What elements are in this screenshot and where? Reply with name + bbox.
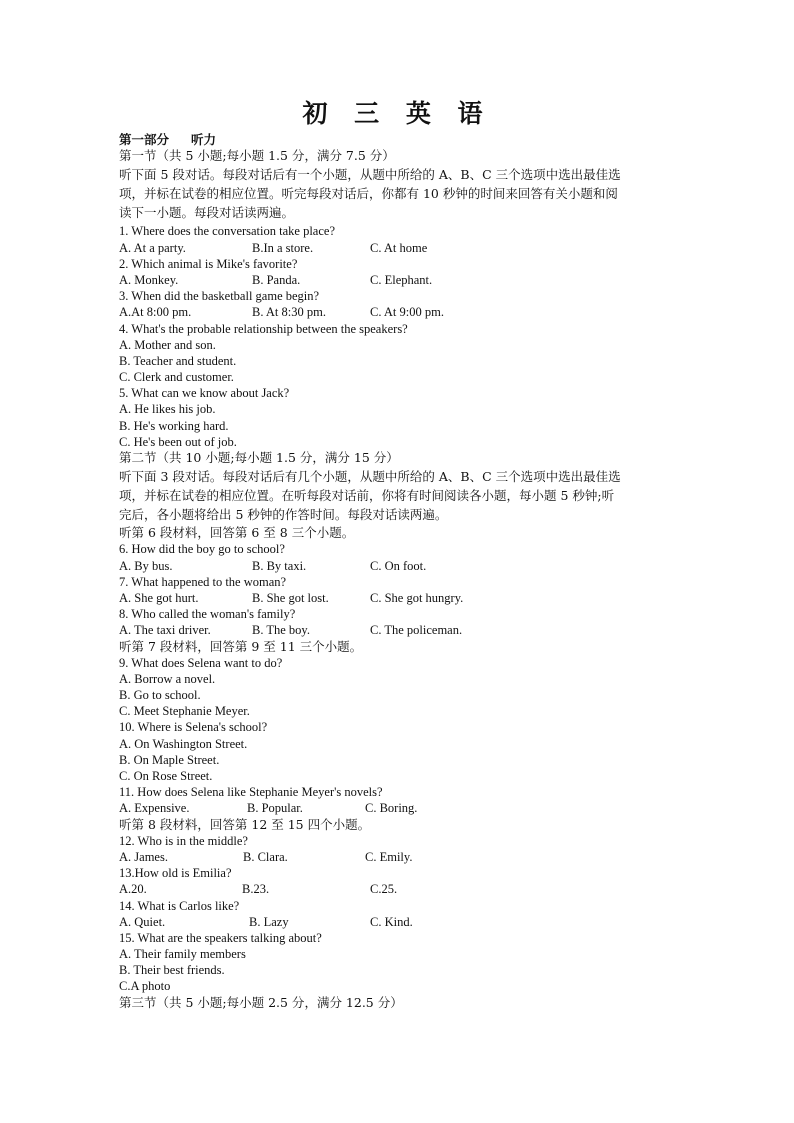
material-8-heading: 听第 8 段材料，回答第 12 至 15 四个小题。 xyxy=(119,816,371,832)
question-4-stem: 4. What's the probable relationship between the speakers? xyxy=(119,321,408,336)
option-c[interactable]: C. Boring. xyxy=(365,801,418,816)
option-a[interactable]: A. At a party. xyxy=(119,240,186,255)
question-11-stem: 11. How does Selena like Stephanie Meyer's novels? xyxy=(119,785,383,800)
question-3-options xyxy=(119,304,679,320)
instruction-line: 项，并标在试卷的相应位置。在听每段对话前，你将有时间阅读各小题，每小题 5 秒钟;听 xyxy=(119,488,615,504)
option-a[interactable]: A. The taxi driver. xyxy=(119,623,211,638)
option-a[interactable]: A. Their family members xyxy=(119,947,246,962)
instruction-line: 读下一小题。每段对话读两遍。 xyxy=(119,205,295,221)
option-c[interactable]: C. Meet Stephanie Meyer. xyxy=(119,704,250,719)
question-13-stem: 13.How old is Emilia? xyxy=(119,866,232,881)
option-c[interactable]: C. He's been out of job. xyxy=(119,434,237,449)
question-7-stem: 7. What happened to the woman? xyxy=(119,574,287,589)
question-3-stem: 3. When did the basketball game begin? xyxy=(119,289,320,304)
question-15-stem: 15. What are the speakers talking about? xyxy=(119,930,322,945)
page-title: 初 三 英 语 xyxy=(302,99,492,128)
option-a[interactable]: A. Monkey. xyxy=(119,272,179,287)
section2-instructions xyxy=(119,467,679,524)
option-b[interactable]: B. By taxi. xyxy=(252,558,307,573)
question-6-options xyxy=(119,558,679,574)
option-c[interactable]: C. At 9:00 pm. xyxy=(370,305,444,320)
exam-content xyxy=(119,132,679,1011)
option-a[interactable]: A. Borrow a novel. xyxy=(119,671,216,686)
question-12-options xyxy=(119,849,679,865)
option-c[interactable]: C. On foot. xyxy=(370,558,427,573)
option-b[interactable]: B. Popular. xyxy=(247,801,303,816)
option-b[interactable]: B. She got lost. xyxy=(252,590,329,605)
part-name: 听力 xyxy=(191,132,217,147)
question-6-stem: 6. How did the boy go to school? xyxy=(119,542,285,557)
option-b[interactable]: B. Lazy xyxy=(249,914,289,929)
section1-heading: 第一节（共 5 小题;每小题 1.5 分，满分 7.5 分） xyxy=(119,148,395,164)
option-c[interactable]: C. Clerk and customer. xyxy=(119,370,234,385)
option-b[interactable]: B. Teacher and student. xyxy=(119,353,237,368)
question-7-options xyxy=(119,590,679,606)
question-12-stem: 12. Who is in the middle? xyxy=(119,833,248,848)
question-8-options xyxy=(119,622,679,638)
option-b[interactable]: B. On Maple Street. xyxy=(119,752,220,767)
instruction-line: 听下面 3 段对话。每段对话后有几个小题，从题中所给的 A、B、C 三个选项中选出最佳选 xyxy=(119,469,621,485)
option-c[interactable]: C. The policeman. xyxy=(370,623,463,638)
option-c[interactable]: C. Elephant. xyxy=(370,272,433,287)
option-a[interactable]: A. He likes his job. xyxy=(119,402,216,417)
option-a[interactable]: A.20. xyxy=(119,882,147,897)
question-10-stem: 10. Where is Selena's school? xyxy=(119,720,268,735)
question-1-options xyxy=(119,240,679,256)
option-a[interactable]: A. By bus. xyxy=(119,558,173,573)
instruction-line: 项，并标在试卷的相应位置。听完每段对话后，你都有 10 秒钟的时间来回答有关小题和阅 xyxy=(119,186,618,202)
option-b[interactable]: B. The boy. xyxy=(252,623,310,638)
question-1-stem: 1. Where does the conversation take place? xyxy=(119,224,335,239)
section3-heading: 第三节（共 5 小题;每小题 2.5 分，满分 12.5 分） xyxy=(119,994,403,1010)
option-c[interactable]: C. She got hungry. xyxy=(370,590,464,605)
question-2-options xyxy=(119,272,679,288)
question-14-options xyxy=(119,914,679,930)
question-2-stem: 2. Which animal is Mike's favorite? xyxy=(119,256,298,271)
option-a[interactable]: A. Mother and son. xyxy=(119,337,216,352)
option-c[interactable]: C. At home xyxy=(370,240,428,255)
instruction-line: 完后，各小题将给出 5 秒钟的作答时间。每段对话读两遍。 xyxy=(119,507,448,523)
option-b[interactable]: B.In a store. xyxy=(252,240,314,255)
option-a[interactable]: A.At 8:00 pm. xyxy=(119,305,192,320)
option-b[interactable]: B. He's working hard. xyxy=(119,418,229,433)
section1-instructions xyxy=(119,165,679,222)
option-c[interactable]: C.25. xyxy=(370,882,398,897)
option-a[interactable]: A. On Washington Street. xyxy=(119,736,248,751)
material-7-heading: 听第 7 段材料，回答第 9 至 11 三个小题。 xyxy=(119,638,363,654)
option-c[interactable]: C. On Rose Street. xyxy=(119,769,213,783)
question-14-stem: 14. What is Carlos like? xyxy=(119,898,240,913)
option-a[interactable]: A. Quiet. xyxy=(119,914,166,929)
option-b[interactable]: B. At 8:30 pm. xyxy=(252,305,326,320)
question-5-stem: 5. What can we know about Jack? xyxy=(119,386,290,401)
option-a[interactable]: A. Expensive. xyxy=(119,801,190,816)
instruction-line: 听下面 5 段对话。每段对话后有一个小题，从题中所给的 A、B、C 三个选项中选出最佳选 xyxy=(119,167,621,183)
option-b[interactable]: B. Their best friends. xyxy=(119,963,225,978)
option-b[interactable]: B. Panda. xyxy=(252,272,301,287)
option-b[interactable]: B. Clara. xyxy=(243,849,288,864)
option-b[interactable]: B.23. xyxy=(242,882,270,897)
question-13-options xyxy=(119,881,679,897)
option-b[interactable]: B. Go to school. xyxy=(119,688,201,703)
section2-heading: 第二节（共 10 小题;每小题 1.5 分，满分 15 分） xyxy=(119,450,399,465)
option-c[interactable]: C.A photo xyxy=(119,979,171,994)
option-a[interactable]: A. She got hurt. xyxy=(119,590,199,605)
question-8-stem: 8. Who called the woman's family? xyxy=(119,607,296,622)
part-heading xyxy=(119,132,679,148)
option-a[interactable]: A. James. xyxy=(119,849,168,864)
option-c[interactable]: C. Emily. xyxy=(365,849,413,864)
question-9-stem: 9. What does Selena want to do? xyxy=(119,655,283,670)
option-c[interactable]: C. Kind. xyxy=(370,914,413,929)
part-label: 第一部分 xyxy=(119,132,170,147)
question-11-options xyxy=(119,800,679,816)
material-6-heading: 听第 6 段材料，回答第 6 至 8 三个小题。 xyxy=(119,525,355,541)
